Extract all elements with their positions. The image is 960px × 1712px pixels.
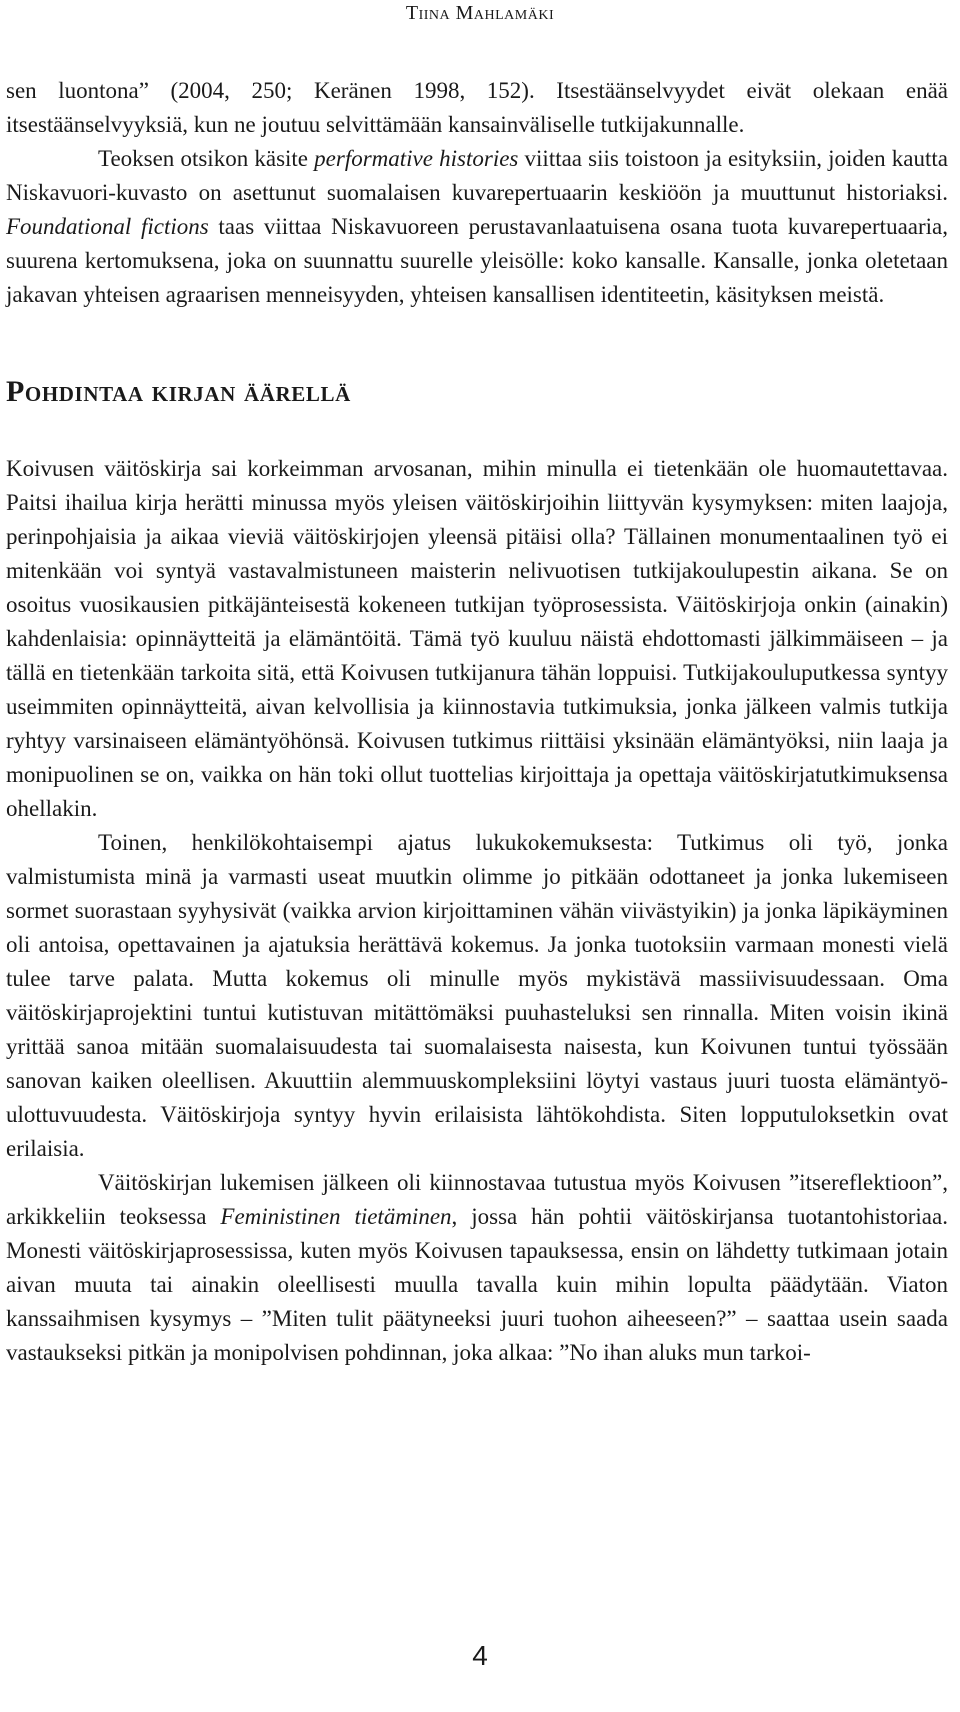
paragraph-continuation — [6, 74, 948, 142]
paragraph-dissertation-grade: Koivusen väitöskirja sai korkeimman arvosanan, mihin minulla ei tietenkään ole huomautettavaa. Paitsi ihailua kirja herätti minussa myös yleisen väitöskirjoihin liittyvän kysymyksen: miten laajoja, perinpohjaisia ja aikaa vieviä väitöskirjojen yleensä pitäisi olla? Tällainen monumentaalinen työ ei mitenkään voi syntyä vastavalmistuneen maisterin nelivuotisen tutkijakoulupestin aikana. Se on osoitus vuosikausien pitkäjänteisestä kokeneen tutkijan työprosessista. Väitöskirjoja onkin (ainakin) kahdenlaisia: opinnäytteitä ja elämäntöitä. Tämä työ kuuluu näistä ehdottomasti jälkimmäiseen – ja tällä en tietenkään tarkoita sitä, että Koivusen tutkijanura tähän loppuisi. Tutkijakouluputkessa syntyy useimmiten opinnäytteitä, aivan kelvollisia ja kiinnostavia tutkimuksia, jonka jälkeen valmis tutkija ryhtyy varsinaiseen elämäntyöhönsä. Koivusen tutkimus riittäisi yksinään elämäntyöksi, niin laaja ja monipuolinen se on, vaikka on hän toki ollut tuottelias kirjoittaja ja opettaja väitöskirjatutkimuksensa ohellakin. — [6, 456, 948, 821]
italic-term: Foundational fictions — [6, 214, 209, 239]
text-run: , jossa hän pohtii väitöskirjansa tuotantohistoriaa. Monesti väitöskirjaprosessissa, kuten myös Koivusen tapauksessa, ensin on lähdetty tutkimaan jotain aivan muuta tai ainakin oleellisesti muulla tavalla kuin mihin lopulta päädytään. Viaton kanssaihmisen kysymys – ”Miten tulit päätyneeksi juuri tuohon aiheeseen?” – saattaa usein saada vastaukseksi pitkän ja monipolvisen pohdinnan, joka alkaa: ”No ihan aluks mun tarkoi- — [6, 1204, 948, 1365]
text-run: taas viittaa Niskavuoreen perustavanlaatuisena osana tuota kuvarepertuaaria, suurena kertomuksena, joka on suunnattu suurelle yleisölle: koko kansalle. Kansalle, jonka oletetaan jakavan yhteisen agraarisen menneisyyden, yhteisen kansallisen identiteetin, käsityksen meistä. — [6, 214, 948, 307]
text-run: viittaa siis toistoon ja esityksiin, joiden kautta Niskavuori-kuvasto on asettunut suomalaisen kuvarepertuaarin keskiöön ja muuttunut historiaksi. — [6, 146, 948, 205]
italic-term: performative histories — [314, 146, 519, 171]
paragraph-self-reflection — [6, 1166, 948, 1370]
text-run: Väitöskirjan lukemisen jälkeen oli kiinnostavaa tutustua myös Koivusen ”itsereflektioon”, arkikkeliin teoksessa — [6, 1170, 948, 1229]
paragraph-personal-reflection: Toinen, henkilökohtaisempi ajatus lukukokemuksesta: Tutkimus oli työ, jonka valmistumista minä ja varmasti useat muutkin olimme jo pitkään odottaneet ja jonka lukemiseen sormet suorastaan syyhysivät (vaikka arvion kirjoittaminen vähän viivästyikin) ja jonka läpikäyminen oli antoisa, opettavainen ja ajatuksia herättävä kokemus. Ja jonka tuotoksiin varmaan monesti vielä tulee tarve palata. Mutta kokemus oli minulle myös mykistävä massiivisuudessaan. Oma väitöskirjaprojektini tuntui kutistuvan mitättömäksi puuhasteluksi sen rinnalla. Miten voisin ikinä yrittää sanoa mitään suomalaisuudesta tai suomalaisesta naisesta, kun Koivunen tuntui työssään sanovan kaiken oleellisen. Akuuttiin alemmuuskompleksiini löytyi vastaus juuri tuosta elämäntyö-ulottuvuudesta. Väitöskirjoja syntyy hyvin erilaisista lähtökohdista. Siten lopputuloksetkin ovat erilaisia. — [6, 830, 948, 1161]
italic-title: Feministinen tietäminen — [220, 1204, 452, 1229]
page-number: 4 — [472, 1640, 488, 1671]
running-header: Tiina Mahlamäki — [405, 2, 555, 24]
section-heading: Pohdintaa kirjan äärellä — [6, 375, 351, 408]
paragraph-title-concepts — [6, 142, 948, 312]
page-body — [6, 74, 948, 1370]
text-run: Teoksen otsikon käsite — [98, 146, 315, 171]
text-run: sen luontona” (2004, 250; Keränen 1998, 152). Itsestäänselvyydet eivät olekaan enää itsestäänselvyyksiä, kun ne joutuu selvittämään kansainväliselle tutkijakunnalle. — [6, 78, 948, 137]
